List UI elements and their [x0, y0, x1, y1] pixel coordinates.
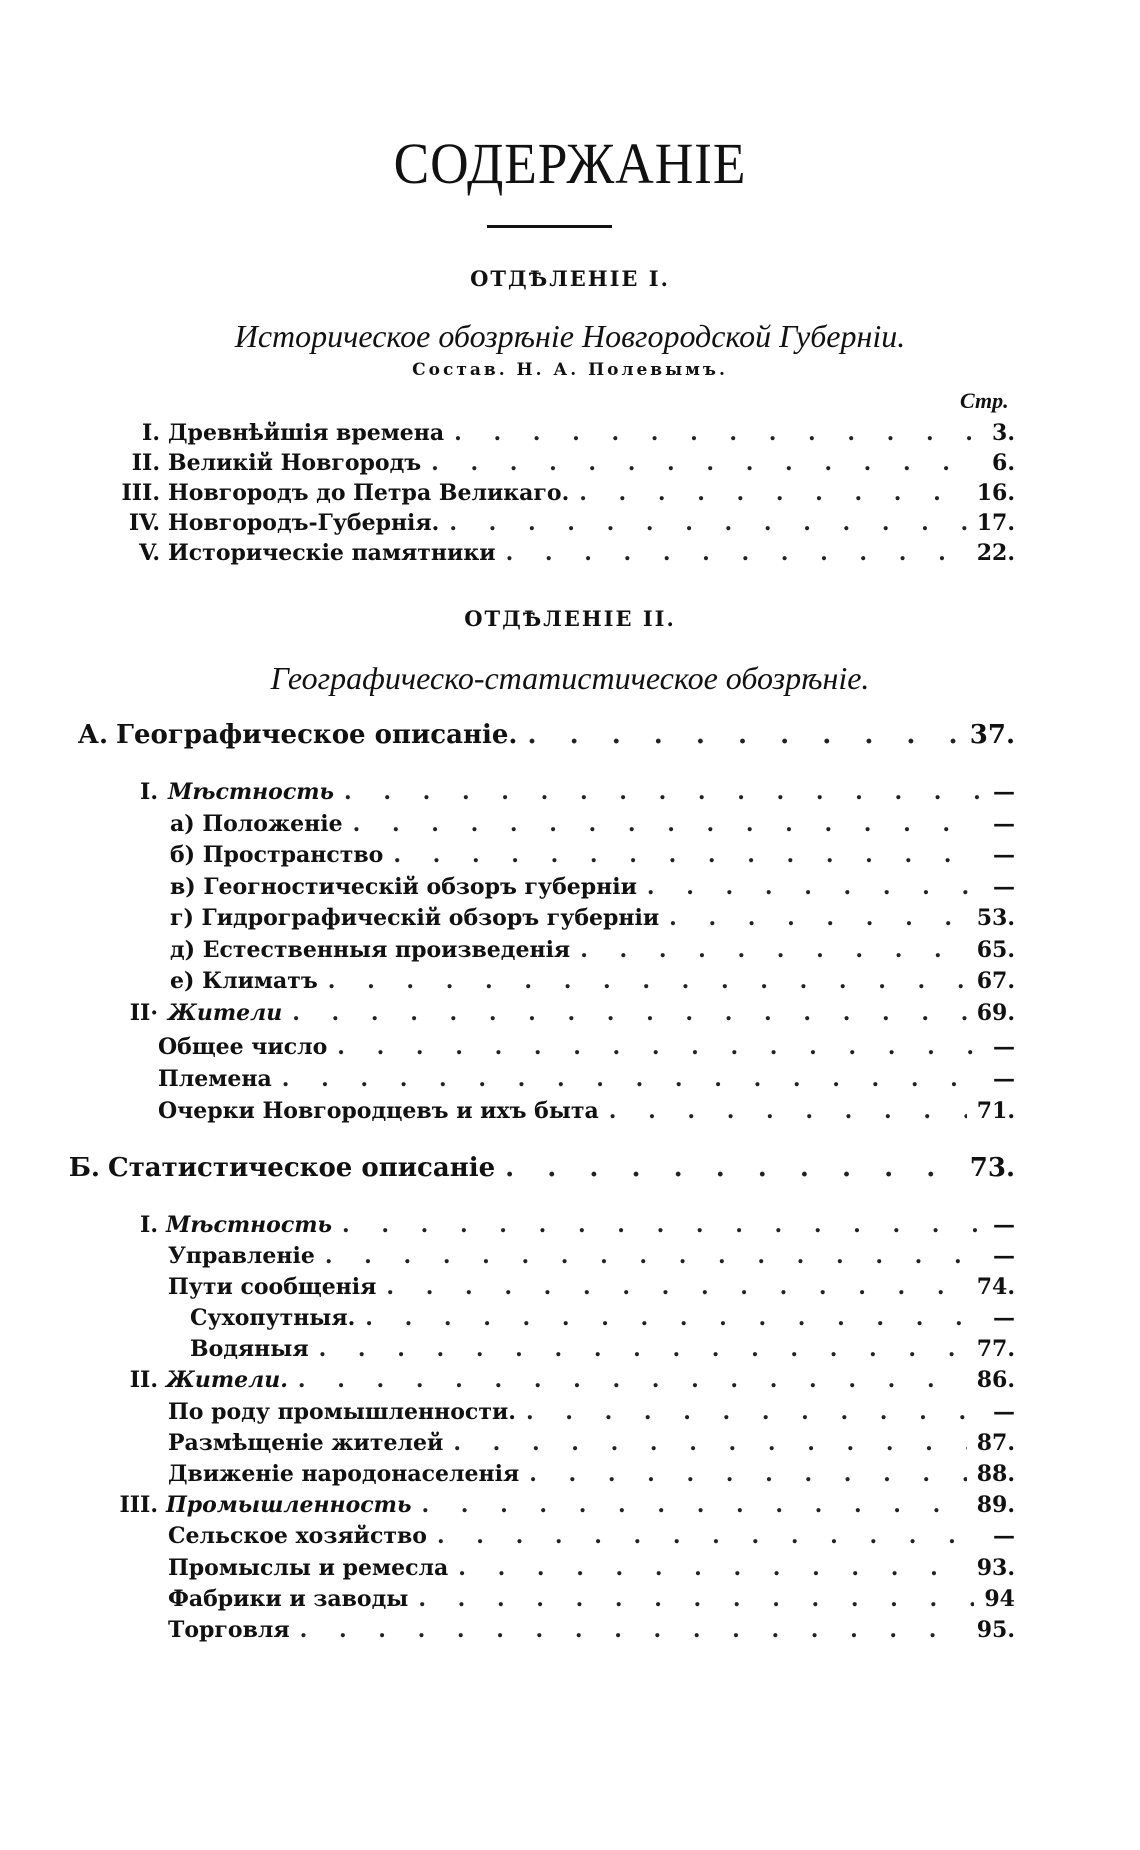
toc-row-page: —: [993, 1034, 1015, 1060]
toc-row-label: Пути сообщенія: [168, 1274, 377, 1300]
toc-row-number: А.: [77, 720, 108, 750]
title-rule: [487, 225, 612, 228]
toc-row: [0, 1615, 1140, 1645]
toc-row-page: 73.: [969, 1153, 1015, 1183]
toc-row-label: Фабрики и заводы: [168, 1586, 409, 1612]
toc-row: [0, 1096, 1140, 1126]
toc-row: [0, 1064, 1140, 1094]
toc-row-number: II.: [131, 450, 160, 476]
toc-row: [0, 935, 1140, 965]
toc-row-label: Статистическое описаніе: [108, 1153, 496, 1183]
dot-leader: [526, 1397, 983, 1427]
dot-leader: [325, 1241, 983, 1271]
page-title: СОДЕРЖАНІЕ: [393, 131, 747, 196]
toc-row: [0, 448, 1140, 478]
dot-leader: [609, 1096, 967, 1126]
toc-row-label: а) Положеніе: [170, 811, 343, 837]
dot-leader: [647, 872, 983, 902]
toc-row-label: Размѣщеніе жителей: [168, 1430, 444, 1456]
toc-row-number: I.: [140, 779, 158, 805]
dot-leader: [431, 448, 982, 478]
dot-leader: [418, 1584, 974, 1614]
dot-leader: [527, 720, 959, 750]
toc-row-label: е) Климатъ: [170, 968, 318, 994]
dot-leader: [506, 538, 967, 568]
toc-row-label: Жители.: [166, 1367, 288, 1393]
dot-leader: [421, 1490, 966, 1520]
toc-row-label: Жители: [168, 1000, 283, 1026]
dot-leader: [458, 1553, 966, 1583]
toc-row: [0, 1553, 1140, 1583]
toc-row-page: 94: [984, 1586, 1015, 1612]
section1-heading: ОТДѢЛЕНІЕ I.: [470, 266, 670, 291]
toc-row-page: —: [993, 842, 1015, 868]
toc-row-page: 71.: [976, 1098, 1015, 1124]
toc-row: [0, 1365, 1140, 1395]
toc-row: [0, 903, 1140, 933]
toc-row: [0, 809, 1140, 839]
toc-row: [0, 1584, 1140, 1614]
toc-row-label: Водяныя: [190, 1336, 309, 1362]
toc-row-page: 69.: [976, 1000, 1015, 1026]
toc-row-label: Новгородъ-Губернія.: [168, 510, 440, 536]
dot-leader: [300, 1615, 967, 1645]
toc-row: [0, 478, 1140, 508]
toc-row-label: Сельское хозяйство: [168, 1523, 427, 1549]
dot-leader: [282, 1064, 983, 1094]
toc-row: [0, 538, 1140, 568]
toc-row-number: Б.: [68, 1153, 100, 1183]
dot-leader: [328, 966, 967, 996]
toc-row-label: Новгородъ до Петра Великаго.: [168, 480, 570, 506]
toc-row: [0, 1397, 1140, 1427]
toc-row: [0, 1459, 1140, 1489]
toc-row-label: Общее число: [158, 1034, 328, 1060]
toc-row: [0, 418, 1140, 448]
toc-row-page: 74.: [976, 1274, 1015, 1300]
toc-row: [0, 508, 1140, 538]
dot-leader: [505, 1153, 960, 1183]
dot-leader: [353, 809, 983, 839]
toc-row-page: —: [993, 874, 1015, 900]
toc-row-page: —: [993, 811, 1015, 837]
page-column-label: Стр.: [960, 388, 1009, 413]
toc-row-page: —: [993, 1066, 1015, 1092]
toc-row-page: 95.: [976, 1617, 1015, 1643]
dot-leader: [337, 1032, 983, 1062]
toc-row-page: —: [993, 1399, 1015, 1425]
toc-row-page: 89.: [976, 1492, 1015, 1518]
dot-leader: [453, 1428, 966, 1458]
toc-row-number: II.: [129, 1367, 158, 1393]
toc-row: [0, 998, 1140, 1028]
toc-row-page: 6.: [992, 450, 1015, 476]
toc-row: [0, 1210, 1140, 1240]
dot-leader: [386, 1272, 966, 1302]
dot-leader: [292, 998, 966, 1028]
toc-row: [0, 840, 1140, 870]
toc-row: [0, 1032, 1140, 1062]
dot-leader: [344, 777, 983, 807]
toc-row-number: II·: [129, 1000, 158, 1026]
toc-row: [0, 1521, 1140, 1551]
dot-leader: [454, 418, 982, 448]
toc-row-label: Сухопутныя.: [190, 1305, 356, 1331]
toc-row-label: г) Гидрографическій обзоръ губерніи: [170, 905, 660, 931]
toc-row-label: Промыслы и ремесла: [168, 1555, 449, 1581]
toc-row-label: Очерки Новгородцевъ и ихъ быта: [158, 1098, 599, 1124]
toc-row: [0, 1334, 1140, 1364]
toc-row: [0, 1272, 1140, 1302]
toc-row-page: 86.: [976, 1367, 1015, 1393]
toc-row-number: IV.: [128, 510, 160, 536]
toc-row-label: Древнѣйшія времена: [168, 420, 445, 446]
toc-row-label: Великій Новгородъ: [168, 450, 422, 476]
toc-row-page: —: [993, 1305, 1015, 1331]
toc-row-label: Мѣстность: [166, 1212, 333, 1238]
toc-row-page: 3.: [992, 420, 1015, 446]
toc-row-page: 17.: [976, 510, 1015, 536]
section2-heading: ОТДѢЛЕНІЕ II.: [464, 606, 676, 631]
toc-row: [0, 1303, 1140, 1333]
section1-subtitle: Историческое обозрѣніе Новгородской Губерніи.: [234, 318, 906, 354]
toc-row-page: —: [993, 1243, 1015, 1269]
toc-row: [0, 1241, 1140, 1271]
dot-leader: [437, 1521, 983, 1551]
section1-compiler: Состав. Н. А. Полевымъ.: [412, 360, 728, 380]
dot-leader: [365, 1303, 983, 1333]
toc-row-page: 77.: [976, 1336, 1015, 1362]
toc-row-label: в) Геогностическій обзоръ губерніи: [170, 874, 637, 900]
toc-row: [0, 1153, 1140, 1183]
toc-row-page: 37.: [969, 720, 1015, 750]
toc-row-number: I.: [140, 1212, 158, 1238]
toc-row-page: 16.: [976, 480, 1015, 506]
toc-row-label: Управленіе: [168, 1243, 315, 1269]
toc-row-page: —: [993, 1212, 1015, 1238]
toc-row-page: 22.: [976, 540, 1015, 566]
toc-row-page: —: [993, 779, 1015, 805]
dot-leader: [580, 935, 967, 965]
dot-leader: [298, 1365, 967, 1395]
toc-row-number: III.: [121, 480, 160, 506]
toc-row-page: 53.: [976, 905, 1015, 931]
toc-row-number: I.: [142, 420, 160, 446]
toc-row-page: 93.: [976, 1555, 1015, 1581]
section2-subtitle: Географическо-статистическое обозрѣніе.: [270, 660, 870, 696]
toc-row-label: Географическое описаніе.: [116, 720, 518, 750]
dot-leader: [579, 478, 966, 508]
toc-row-page: 87.: [976, 1430, 1015, 1456]
toc-row-page: 67.: [976, 968, 1015, 994]
toc-row-label: Торговля: [168, 1617, 290, 1643]
toc-row: [0, 872, 1140, 902]
toc-row-page: 88.: [976, 1461, 1015, 1487]
toc-row-label: Мѣстность: [168, 779, 335, 805]
dot-leader: [669, 903, 967, 933]
toc-row-label: д) Естественныя произведенія: [170, 937, 571, 963]
toc-row-label: Историческіе памятники: [168, 540, 496, 566]
toc-row-number: III.: [119, 1492, 158, 1518]
dot-leader: [342, 1210, 983, 1240]
toc-row: [0, 777, 1140, 807]
toc-row-page: —: [993, 1523, 1015, 1549]
toc-row-label: Движеніе народонаселенія: [168, 1461, 520, 1487]
toc-row: [0, 1428, 1140, 1458]
toc-row-page: 65.: [976, 937, 1015, 963]
toc-row-number: V.: [139, 540, 160, 566]
toc-row-label: По роду промышленности.: [168, 1399, 516, 1425]
toc-row-label: Племена: [158, 1066, 272, 1092]
toc-row: [0, 966, 1140, 996]
dot-leader: [319, 1334, 967, 1364]
toc-row: [0, 720, 1140, 750]
toc-row: [0, 1490, 1140, 1520]
dot-leader: [529, 1459, 967, 1489]
toc-row-label: Промышленность: [166, 1492, 412, 1518]
dot-leader: [393, 840, 983, 870]
toc-row-label: б) Пространство: [170, 842, 384, 868]
dot-leader: [449, 508, 966, 538]
